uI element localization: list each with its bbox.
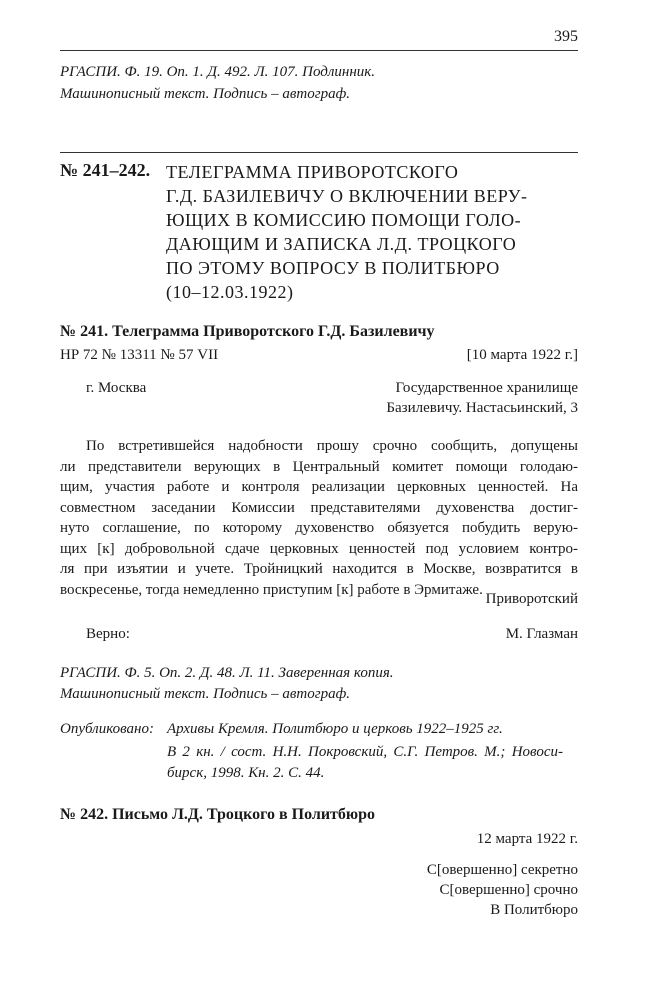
published-line: Архивы Кремля. Политбюро и церковь 1922–1925 гг. <box>167 721 503 737</box>
body-line: воскресенье, тогда немедленно приступим [к] работе в Эрмитаже. <box>60 581 483 598</box>
body-line: ли представители верующих в Центральный комитет помощи голодаю- <box>60 458 578 475</box>
body-line: нуто соглашение, по которому духовенство обязуется побудить верую- <box>60 520 578 536</box>
doc242-heading: № 242. Письмо Л.Д. Троцкого в Политбюро <box>60 806 376 823</box>
doc-number: № 241–242. <box>60 160 151 180</box>
doc-title-line: ТЕЛЕГРАММА ПРИВОРОТСКОГО <box>166 162 459 182</box>
doc242-stamp-line: С[овершенно] срочно <box>439 882 578 898</box>
body-line: щих [к] добровольной сдаче церковных ценностей под условием контро- <box>60 540 578 557</box>
body-line: По встретившейся надобности прошу срочно сообщить, допущены <box>86 438 578 454</box>
doc241-heading: № 241. Телеграмма Приворотского Г.Д. Базилевичу <box>60 323 435 340</box>
certified-name: М. Глазман <box>505 626 578 642</box>
archive-note-line: РГАСПИ. Ф. 19. Оп. 1. Д. 492. Л. 107. Подлинник. <box>60 64 376 80</box>
doc241-from: г. Москва <box>86 380 147 396</box>
doc-title-line: Г.Д. БАЗИЛЕВИЧУ О ВКЛЮЧЕНИИ ВЕРУ- <box>166 186 528 206</box>
top-rule <box>60 50 578 51</box>
page-number: 395 <box>554 28 578 45</box>
archive-note-line: Машинописный текст. Подпись – автограф. <box>60 686 350 702</box>
certified-label: Верно: <box>86 626 130 642</box>
doc-title-line: (10–12.03.1922) <box>166 282 294 302</box>
body-line: совместном заседании Комиссии представителями духовенства достиг- <box>60 499 578 516</box>
doc241-to-line: Базилевичу. Настасьинский, 3 <box>386 400 578 416</box>
doc241-reg-number: НР 72 № 13311 № 57 VII <box>60 347 219 363</box>
doc241-date: [10 марта 1922 г.] <box>466 347 578 363</box>
body-line: щим, участия работе и контроля реализации церковных ценностей. На <box>60 479 578 495</box>
doc241-to-line: Государственное хранилище <box>395 380 578 396</box>
archive-note-line: РГАСПИ. Ф. 5. Оп. 2. Д. 48. Л. 11. Заверенная копия. <box>60 665 394 681</box>
doc-title-line: ПО ЭТОМУ ВОПРОСУ В ПОЛИТБЮРО <box>166 258 500 278</box>
published-block <box>167 742 563 784</box>
doc-title-line: ДАЮЩИМ И ЗАПИСКА Л.Д. ТРОЦКОГО <box>166 234 517 254</box>
published-line: бирск, 1998. Кн. 2. С. 44. <box>167 765 325 781</box>
archive-note-line: Машинописный текст. Подпись – автограф. <box>60 86 350 102</box>
doc241-body <box>60 436 578 596</box>
doc241-signature: Приворотский <box>485 591 578 607</box>
doc242-date: 12 марта 1922 г. <box>476 831 578 847</box>
published-label: Опубликовано: <box>60 721 154 737</box>
published-line: В 2 кн. / сост. Н.Н. Покровский, С.Г. Петров. М.; Новоси- <box>167 744 563 760</box>
section-rule <box>60 152 578 153</box>
doc242-stamp-line: В Политбюро <box>490 902 578 918</box>
doc-title <box>166 160 528 304</box>
doc242-stamp-line: С[овершенно] секретно <box>426 862 578 878</box>
body-line: ля при изъятии и учете. Тройницкий находится в Москве, возвратится в <box>60 561 578 577</box>
doc-title-line: ЮЩИХ В КОМИССИЮ ПОМОЩИ ГОЛО- <box>166 210 522 230</box>
